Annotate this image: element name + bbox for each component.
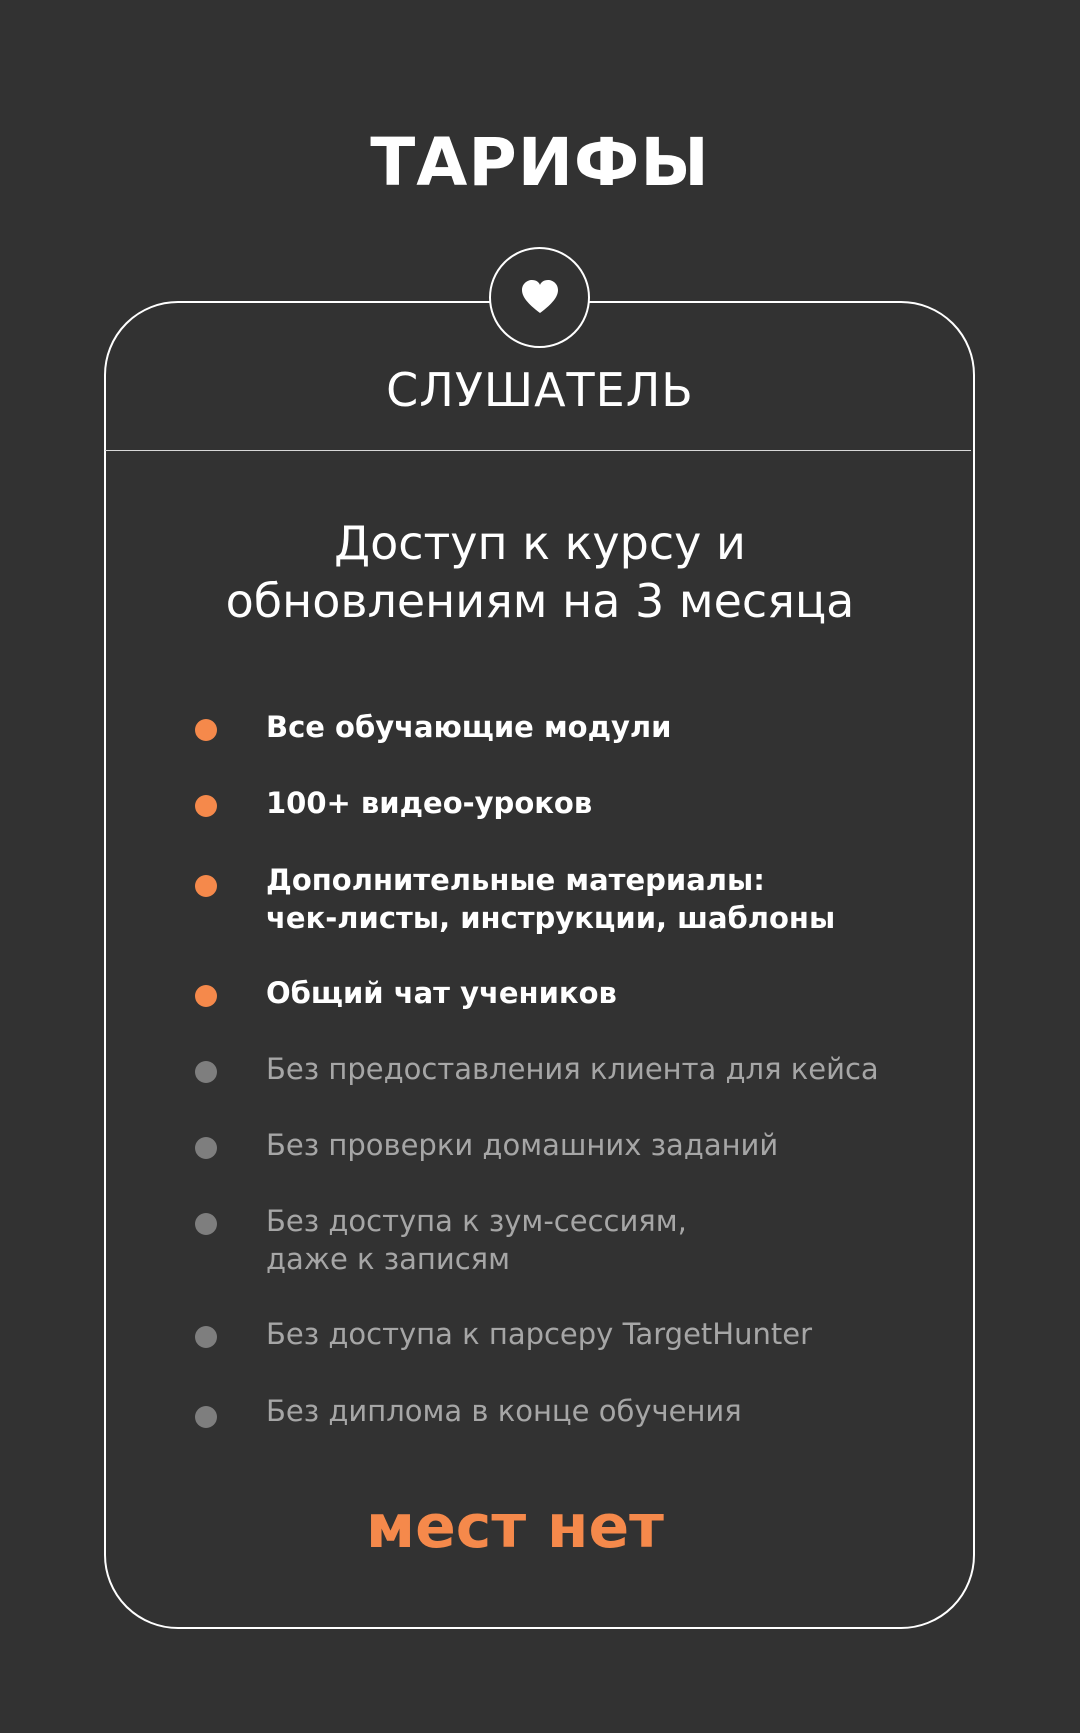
bullet-dot-icon: [195, 875, 217, 897]
feature-text: Без предоставления клиента для кейса: [266, 1052, 879, 1086]
bullet-dot-icon: [195, 1061, 217, 1083]
bullet-dot-icon: [195, 985, 217, 1007]
no-seats-label: мест нет: [366, 1492, 664, 1562]
feature-text: [266, 1202, 956, 1278]
feature-text: Все обучающие модули: [266, 710, 672, 744]
feature-text: Без диплома в конце обучения: [266, 1394, 742, 1428]
heart-icon: [520, 278, 560, 318]
feature-text: Общий чат учеников: [266, 976, 617, 1010]
feature-text: Без доступа к парсеру TargetHunter: [266, 1317, 812, 1351]
feature-text: Без проверки домашних заданий: [266, 1128, 779, 1162]
heart-badge: [489, 247, 590, 348]
bullet-dot-icon: [195, 1406, 217, 1428]
page-title: ТАРИФЫ: [370, 124, 710, 201]
feature-text-line-1: Дополнительные материалы:: [266, 863, 765, 897]
bullet-dot-icon: [195, 1326, 217, 1348]
bullet-dot-icon: [195, 1137, 217, 1159]
feature-text: 100+ видео-уроков: [266, 786, 593, 820]
feature-text-line-2: даже к записям: [266, 1242, 511, 1276]
bullet-dot-icon: [195, 1213, 217, 1235]
subtitle-line-2: обновлениям на 3 месяца: [225, 574, 855, 628]
feature-text-line-2: чек-листы, инструкции, шаблоны: [266, 901, 836, 935]
tier-name: СЛУШАТЕЛЬ: [386, 363, 694, 417]
subtitle-line-1: Доступ к курсу и: [334, 516, 746, 570]
tier-subtitle: [160, 514, 920, 630]
divider: [105, 450, 971, 451]
bullet-dot-icon: [195, 795, 217, 817]
bullet-dot-icon: [195, 719, 217, 741]
feature-text: [266, 861, 956, 937]
feature-text-line-1: Без доступа к зум-сессиям,: [266, 1204, 687, 1238]
